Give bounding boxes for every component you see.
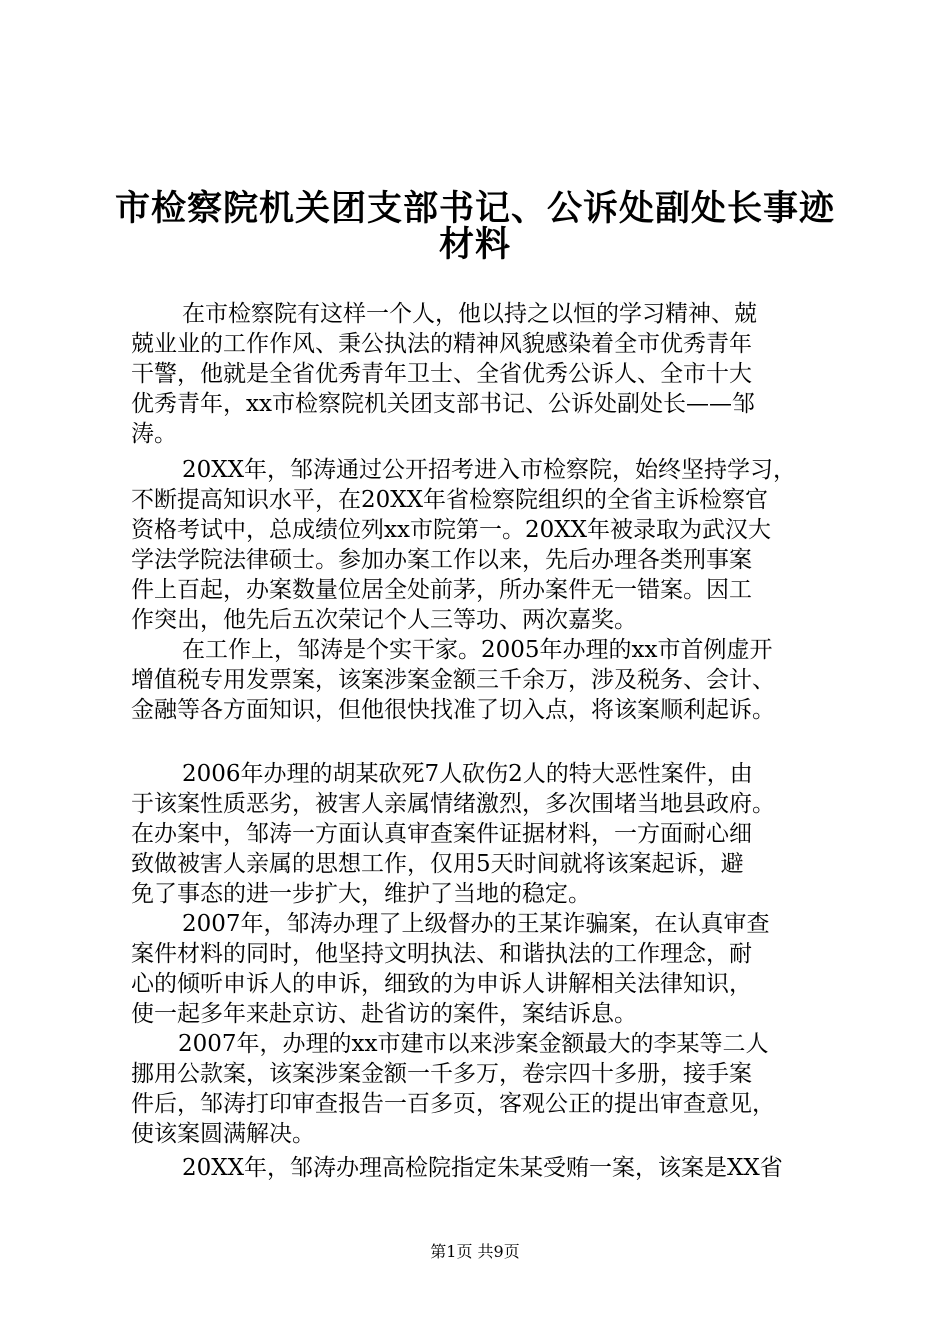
body-line: 使一起多年来赴京访、赴省访的案件，案结诉息。	[131, 1001, 637, 1027]
body-line: 心的倾听申诉人的申诉，细致的为申诉人讲解相关法律知识，	[131, 971, 752, 997]
body-line: 于该案性质恶劣，被害人亲属情绪激烈，多次围堵当地县政府。	[131, 791, 775, 817]
body-line: 2007年，邹涛办理了上级督办的王某诈骗案，在认真审查	[182, 911, 770, 937]
body-line: 学法学院法律硕士。参加办案工作以来，先后办理各类刑事案	[131, 547, 752, 573]
body-line: 致做被害人亲属的思想工作，仅用5天时间就将该案起诉，避	[131, 851, 744, 877]
body-line: 挪用公款案，该案涉案金额一千多万，卷宗四十多册，接手案	[131, 1061, 752, 1087]
page-number: 第1页 共9页	[430, 1242, 520, 1261]
body-line: 作突出，他先后五次荣记个人三等功、两次嘉奖。	[131, 607, 637, 633]
document-title-line-2: 材料	[438, 224, 511, 265]
body-line: 件后，邹涛打印审查报告一百多页，客观公正的提出审查意见，	[131, 1091, 775, 1117]
body-line: 在工作上，邹涛是个实干家。2005年办理的xx市首例虚开	[182, 637, 773, 663]
body-line: 免了事态的进一步扩大，维护了当地的稳定。	[131, 881, 591, 907]
body-line: 兢业业的工作作风、秉公执法的精神风貌感染着全市优秀青年	[131, 331, 752, 357]
body-line: 涛。	[131, 421, 177, 447]
body-line: 使该案圆满解决。	[131, 1121, 315, 1147]
body-line: 在市检察院有这样一个人，他以持之以恒的学习精神、兢	[182, 301, 757, 327]
body-line: 干警，他就是全省优秀青年卫士、全省优秀公诉人、全市十大	[131, 361, 752, 387]
body-line: 不断提高知识水平，在20XX年省检察院组织的全省主诉检察官	[131, 487, 769, 513]
body-line: 20XX年，邹涛通过公开招考进入市检察院，始终坚持学习，	[182, 457, 797, 483]
body-line: 案件材料的同时，他坚持文明执法、和谐执法的工作理念，耐	[131, 941, 752, 967]
body-line: 件上百起，办案数量位居全处前茅，所办案件无一错案。因工	[131, 577, 752, 603]
body-line: 优秀青年，xx市检察院机关团支部书记、公诉处副处长——邹	[131, 391, 755, 417]
body-line: 在办案中，邹涛一方面认真审查案件证据材料，一方面耐心细	[131, 821, 752, 847]
document-title-line-1: 市检察院机关团支部书记、公诉处副处长事迹	[114, 188, 835, 229]
body-line: 增值税专用发票案，该案涉案金额三千余万，涉及税务、会计、	[131, 667, 775, 693]
body-line: 资格考试中，总成绩位列xx市院第一。20XX年被录取为武汉大	[131, 517, 771, 543]
body-line: 2006年办理的胡某砍死7人砍伤2人的特大恶性案件，由	[182, 761, 753, 787]
body-line: 20XX年，邹涛办理高检院指定朱某受贿一案，该案是XX省	[182, 1155, 783, 1181]
body-line: 2007年，办理的xx市建市以来涉案金额最大的李某等二人	[178, 1031, 769, 1057]
body-line: 金融等各方面知识，但他很快找准了切入点，将该案顺利起诉。	[131, 697, 775, 723]
